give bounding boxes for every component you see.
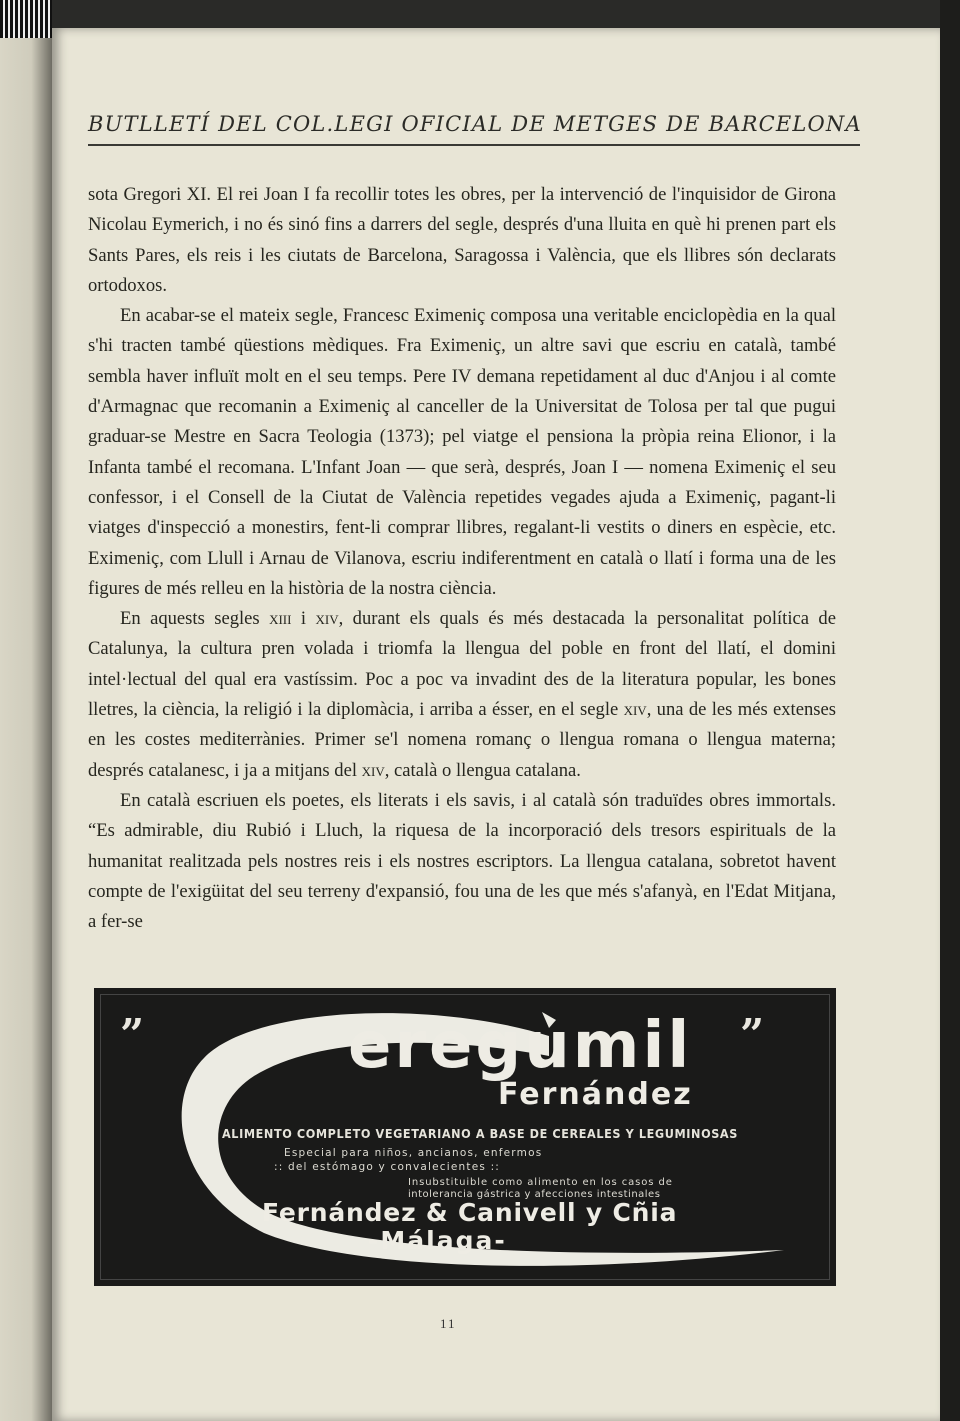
paragraph-2: En acabar-se el mateix segle, Francesc Eximeniç composa una veritable enciclopèdia en la qual s'hi tracten també qüestions mèdiques. Fra Eximeniç, un altre savi que escriu en català, també sembla haver influït molt en el seu temps. Pere IV demana repetidament al duc d'Anjou i al comte d'Armagnac que recomanin a Eximeniç al canceller de la Universitat de Tolosa per tal que pugui graduar-se Mestre en Sacra Teologia (1373); pel viatge el pensiona la pròpia reina Elionor, i la Infanta també el recomana. L'Infant Joan — que serà, després, Joan I — nomena Eximeniç el seu confessor, i el Consell de la Ciutat de València repetides vegades ajuda a Eximeniç, pagant-li viatges d'inspecció a monestirs, fent-li comprar llibres, regalant-li vestits o diners en espècie, etc. Eximeniç, com Llull i Arnau de Vilanova, escriu indiferentment en català o llatí i forma una de les figures de més relleu en la història de la nostra ciència. xyxy=(88,305,836,599)
open-quote: ” xyxy=(120,1010,145,1059)
running-header: BUTLLETÍ DEL COL.LEGI OFICIAL DE METGES DE BARCELONA xyxy=(88,112,862,136)
paragraph-3: En aquests segles xiii i xiv, durant els quals és més destacada la personalitat política de Catalunya, la cultura pren volada i triomfa la llengua del poble en front del llatí, el domini intel·lectual del qual era vastíssim. Poc a poc va invadint des de la literatura popular, les bones lletres, la ciència, la religió i la diplomàcia, i arriba a ésser, en el segle xiv, una de les més extenses en les costes mediterrànies. Primer se'l nomena romanç o llengua romana o llengua materna; després catalanesc, i ja a mitjans del xiv, català o llengua catalana. xyxy=(88,608,837,781)
brand-name: eregumil xyxy=(348,1009,693,1083)
paragraph-4: En català escriuen els poetes, els literats i els savis, i al català són traduïdes obres immortals. “Es admirable, diu Rubió i Lluch, la riquesa de la incorporació dels tresors espirituals de la humanitat realitzada pels nostres reis i els nostres escriptors. La llengua catalana, sobretot havent compte de l'exigüitat del seu terreny d'expansió, fou una de les que més s'afanyà, en l'Edat Mitjana, a fer-se xyxy=(88,789,836,933)
binding-edge xyxy=(0,0,52,38)
ad-line-4: intolerancia gástrica y afecciones intestinales xyxy=(408,1189,661,1200)
ad-company: Fernández & Canivell y Cñia xyxy=(262,1198,678,1227)
ad-line-2: :: del estómago y convalecientes :: xyxy=(274,1161,501,1173)
close-quote: ” xyxy=(740,1010,765,1059)
header-rule xyxy=(88,144,860,146)
paragraph-1: sota Gregori XI. El rei Joan I fa recollir totes les obres, per la intervenció de l'inquisidor de Girona Nicolau Eymerich, i no és sinó fins a darrers del segle, després d'una lluita en què hi prenen part els Sants Pares, els reis i les ciutats de Barcelona, Saragossa i València, que els llibres són declarats ortodoxos. xyxy=(88,184,836,296)
ad-city: -Málaga- xyxy=(368,1226,507,1255)
ad-tagline: ALIMENTO COMPLETO VEGETARIANO A BASE DE CEREALES Y LEGUMINOSAS xyxy=(222,1126,738,1141)
ad-line-3: Insubstituible como alimento en los casos de xyxy=(408,1177,673,1188)
article-body xyxy=(88,180,836,937)
page-number: 11 xyxy=(440,1316,457,1331)
previous-page-edge xyxy=(0,0,52,1421)
brand-surname: Fernández xyxy=(498,1077,693,1112)
ad-line-1: Especial para niños, ancianos, enfermos xyxy=(284,1147,543,1159)
scan-background xyxy=(940,0,960,1421)
advertisement xyxy=(94,988,836,1286)
